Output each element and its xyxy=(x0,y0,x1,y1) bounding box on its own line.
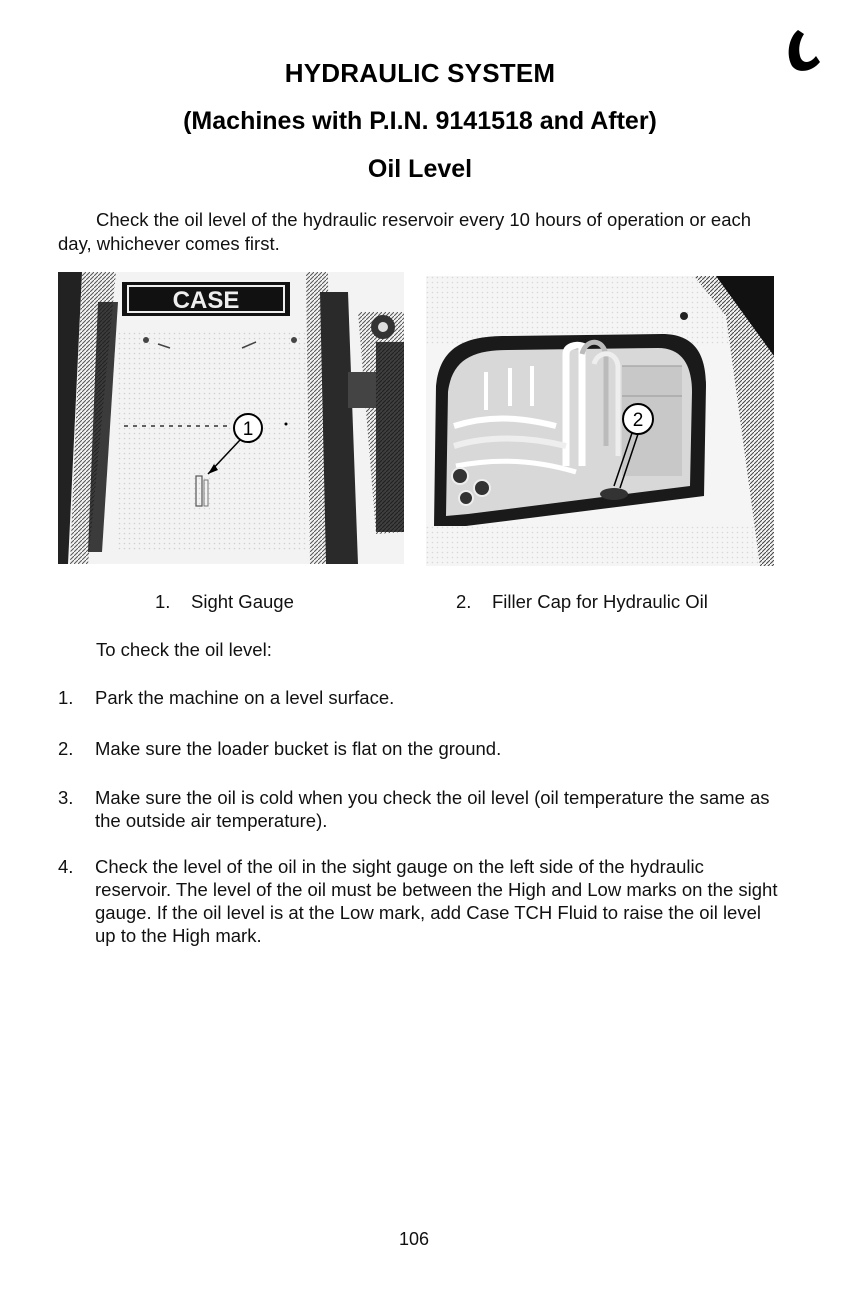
caption-text: Sight Gauge xyxy=(191,591,294,612)
page-subtitle: (Machines with P.I.N. 9141518 and After) xyxy=(183,107,657,135)
filler-cap-illustration xyxy=(426,276,774,566)
sight-gauge-illustration xyxy=(58,272,404,564)
step-number: 4. xyxy=(58,856,74,877)
step-text: Make sure the oil is cold when you check the oil level (oil temperature the same as the outside air temperature). xyxy=(95,787,770,831)
caption-text: Filler Cap for Hydraulic Oil xyxy=(492,591,708,612)
step-number: 3. xyxy=(58,787,74,808)
step-text: Make sure the loader bucket is flat on the ground. xyxy=(95,738,502,759)
caption-number: 2. xyxy=(456,591,472,612)
page-number: 106 xyxy=(398,1229,430,1249)
step-number: 2. xyxy=(58,738,74,759)
procedure-step xyxy=(58,686,778,709)
caption-number: 1. xyxy=(155,591,171,612)
intro-paragraph: Check the oil level of the hydraulic reservoir every 10 hours of operation or each day, whichever comes first. xyxy=(58,209,752,254)
step-text: Check the level of the oil in the sight gauge on the left side of the hydraulic reservoir. The level of the oil must be between the High and Low marks on the sight gauge. If the oil level is at the Low mark, add Case TCH Fluid to raise the oil level up to the High mark. xyxy=(95,856,778,946)
sight-gauge-photo xyxy=(58,272,404,564)
section-heading: Oil Level xyxy=(367,155,473,183)
callout-1: 1 xyxy=(242,419,254,440)
caption-sight-gauge xyxy=(155,591,294,613)
filler-cap-photo xyxy=(426,276,774,566)
procedure-lead: To check the oil level: xyxy=(96,639,272,660)
case-logo-text: CASE xyxy=(172,287,240,314)
step-number: 1. xyxy=(58,687,74,708)
procedure-step xyxy=(58,786,778,832)
callout-2: 2 xyxy=(632,410,644,431)
procedure-step xyxy=(58,855,778,947)
procedure-step xyxy=(58,737,778,760)
caption-filler-cap xyxy=(456,591,708,613)
page-title: HYDRAULIC SYSTEM xyxy=(284,58,556,88)
step-text: Park the machine on a level surface. xyxy=(95,687,395,708)
